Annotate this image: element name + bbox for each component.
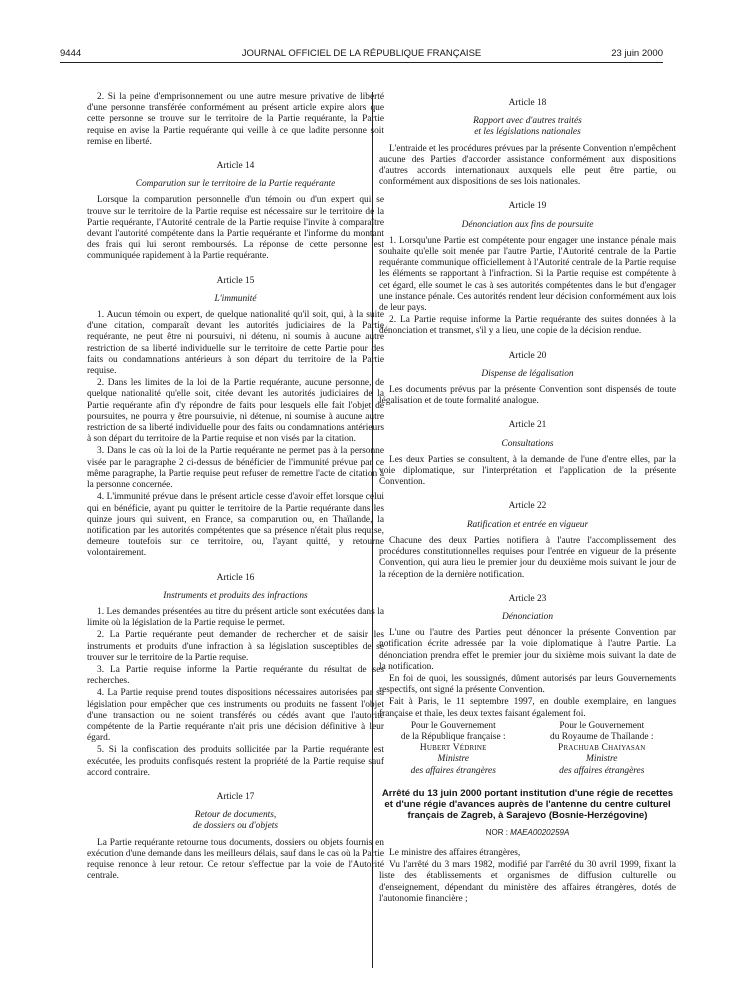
article-23-subtitle: Dénonciation (501, 611, 554, 622)
signature-thailand-title-1: Ministre (586, 754, 618, 765)
signature-block (379, 721, 676, 777)
article-19-subtitle: Dénonciation aux fins de poursuite (461, 219, 594, 230)
article-20-paragraph: Les documents prévus par la présente Convention sont dispensés de toute légalisation et de toute formalité analogue. (379, 385, 676, 407)
article-15-paragraph-3: 3. Dans le cas où la loi de la Partie requérante ne permet pas à la personne visée par le paragraphe 2 ci-dessus de bénéficier de l'immunité prévue par ce même paragraphe, la Partie requise peut refuser de remettre l'acte de citation à la personne concernée. (87, 446, 384, 491)
article-19-paragraph-1: 1. Lorsqu'une Partie est compétente pour engager une instance pénale mais souhaite qu'elle soit menée par l'autre Partie, l'Autorité centrale de la Partie requérante communique officiellement à l'Autorité centrale de la Partie requise les éléments se rapportant à l'infraction. Si la Partie requise est compétente à cet égard, elle soumet le cas à ses autorités compétentes dans le but d'engager une instance pénale. Ces autorités rendent leur décision conformément aux lois de leur pays. (379, 235, 676, 314)
article-16-paragraph-2: 2. La Partie requérante peut demander de rechercher et de saisir les instruments et produits d'une infraction à sa législation susceptibles de se trouver sur le territoire de la Partie requise. (87, 630, 384, 663)
signature-thailand-line-1: Pour le Gouvernement (559, 720, 645, 731)
article-18-paragraph: L'entraide et les procédures prévues par la présente Convention n'empêchent aucune des Parties d'accorder assistance conformément aux dispositions d'autres accords internationaux auxquels elle peut être partie, ou conformément aux dispositions de ses lois nationales. (379, 143, 676, 188)
article-21-paragraph: Les deux Parties se consultent, à la demande de l'une d'entre elles, par la voie diplomatique, sur l'interprétation et l'application de la présente Convention. (379, 454, 676, 488)
decree-nor-label: NOR : (485, 827, 508, 837)
article-16-paragraph-5: 5. Si la confiscation des produits sollicitée par la Partie requérante est exécutée, les produits confisqués restent la propriété de la Partie requise sauf accord contraire. (87, 745, 384, 778)
article-19-heading: Article 19 (508, 201, 547, 212)
article-14-subtitle: Comparution sur le territoire de la Partie requérante (135, 179, 336, 190)
article-23-paragraph-3: Fait à Paris, le 11 septembre 1997, en double exemplaire, en langues française et thaïe, les deux textes faisant également foi. (379, 697, 676, 719)
article-18-subtitle-line-1: Rapport avec d'autres traités (473, 116, 582, 127)
decree-nor (379, 827, 676, 838)
decree-nor-code: MAEA0020259A (510, 827, 570, 837)
article-16-paragraph-3: 3. La Partie requise informe la Partie requérante du résultat de ses recherches. (87, 664, 384, 687)
article-19-paragraph-2: 2. La Partie requise informe la Partie requérante des suites données à la dénonciation et transmet, s'il y a lieu, une copie de la décision rendue. (379, 315, 676, 337)
article-16-paragraph-4: 4. La Partie requise prend toutes dispositions nécessaires autorisées par sa législation pour empêcher que ces instruments ou produits ne fassent l'objet d'une transaction ou ne soient transférés ou cédés avant que l'autorité compétente de la Partie requérante n'ait pris une décision définitive à leur égard. (87, 688, 384, 744)
article-22-heading: Article 22 (508, 501, 547, 512)
article-17-heading: Article 17 (216, 791, 255, 802)
signature-france (379, 721, 528, 777)
signature-thailand-line-2: du Royaume de Thaïlande : (550, 731, 654, 742)
left-column (87, 92, 384, 883)
header-rule (60, 62, 663, 63)
article-15-subtitle: L'immunité (214, 293, 257, 304)
signature-france-line-2: de la République française : (400, 731, 506, 742)
article-22-subtitle: Ratification et entrée en vigueur (466, 519, 589, 530)
right-column (379, 92, 676, 906)
article-21-heading: Article 21 (508, 420, 547, 431)
article-21-subtitle: Consultations (501, 438, 554, 449)
article-16-heading: Article 16 (216, 572, 255, 583)
signature-thailand-title-2: des affaires étrangères (559, 765, 645, 776)
article-18-subtitle (379, 116, 676, 138)
signature-thailand-name: Prachuab Chaiyasan (558, 743, 646, 754)
article-17-subtitle-line-2: de dossiers ou d'objets (192, 821, 279, 832)
page-number: 9444 (60, 48, 82, 59)
decree-paragraph-2: Vu l'arrêté du 3 mars 1982, modifié par l'arrêté du 30 avril 1999, fixant la liste des établissements et organismes de diffusion culturelle ou d'enseignement, dépendant du ministère des affaires étrangères, dotés de l'autonomie financière ; (379, 860, 676, 904)
article-15-paragraph-2: 2. Dans les limites de la loi de la Partie requérante, aucune personne, de quelque nationalité qu'elle soit, citée devant les autorités judiciaires de la Partie requérante afin d'y répondre de faits pour lesquels elle fait l'objet de poursuites, ne pourra y être poursuivie, ni détenue, ni soumise à aucune autre restriction de sa liberté individuelle pour des faits ou condamnations antérieurs à son départ du territoire de la Partie requise et non visés par la citation. (87, 378, 384, 445)
article-18-heading: Article 18 (508, 98, 547, 108)
publication-date: 23 juin 2000 (611, 48, 663, 59)
decree-paragraph-1: Le ministre des affaires étrangères, (389, 847, 521, 858)
article-16-subtitle: Instruments et produits des infractions (163, 590, 308, 601)
signature-france-line-1: Pour le Gouvernement (410, 720, 496, 731)
article-16-paragraph-1: 1. Les demandes présentées au titre du présent article sont exécutées dans la limite où la législation de la Partie requise le permet. (87, 606, 384, 629)
article-15-paragraph-1: 1. Aucun témoin ou expert, de quelque nationalité qu'il soit, qui, à la suite d'une citation, comparaît devant les autorités judiciaires de la Partie requérante, ne peut être ni poursuivi, ni détenu, ni soumis à aucune autre restriction de sa liberté individuelle sur le territoire de cette Partie pour des faits ou condamnations antérieurs à son départ du territoire de la Partie requise. (87, 310, 384, 377)
article-14-heading: Article 14 (216, 161, 255, 172)
signature-thailand (528, 721, 677, 777)
article-14-paragraph: Lorsque la comparution personnelle d'un témoin ou d'un expert qui se trouve sur le territoire de la Partie requise est nécessaire sur le territoire de la Partie requérante, l'Autorité centrale de la Partie requise l'invite à comparaître devant l'autorité compétente dans la Partie requérante et l'informe du montant des frais qui lui seront remboursés. La réponse de cette personne est communiquée rapidement à la Partie requérante. (87, 195, 384, 262)
journal-title: JOURNAL OFFICIEL DE LA RÉPUBLIQUE FRANÇAISE (241, 48, 482, 59)
article-15-paragraph-4: 4. L'immunité prévue dans le présent article cesse d'avoir effet lorsque celui qui en bénéficie, ayant pu quitter le territoire de la Partie requérante dans les quinze jours qui suivent, en France, sa comparution ou, en Thaïlande, la notification par les autorités compétentes que sa présence n'était plus requise, demeure toutefois sur ce territoire, ou, l'ayant quitté, y retourne volontairement. (87, 492, 384, 559)
article-15-heading: Article 15 (216, 275, 255, 286)
article-23-heading: Article 23 (508, 593, 547, 604)
signature-france-name: Hubert Védrine (419, 743, 487, 754)
article-23-paragraph-1: L'une ou l'autre des Parties peut dénoncer la présente Convention par notification écrite adressée par la voie diplomatique à l'autre Partie. La dénonciation prendra effet le premier jour du sixième mois suivant la date de la notification. (379, 628, 676, 672)
decree-title: Arrêté du 13 juin 2000 portant institution d'une régie de recettes et d'une régie d'avances auprès de l'antenne du centre culturel français de Zagreb, à Sarajevo (Bosnie-Herzégovine) (381, 787, 674, 821)
article-18-subtitle-line-2: et les législations nationales (474, 127, 581, 138)
article-23-paragraph-2: En foi de quoi, les soussignés, dûment autorisés par leurs Gouvernements respectifs, ont signé la présente Convention. (379, 673, 676, 696)
article-20-heading: Article 20 (508, 350, 547, 361)
article-17-paragraph: La Partie requérante retourne tous documents, dossiers ou objets fournis en exécution d'une demande dans les meilleurs délais, sauf dans le cas où la Partie requise renonce à leur retour. Ce retour s'effectue par la voie de l'Autorité centrale. (87, 837, 384, 882)
article-17-subtitle-line-1: Retour de documents, (194, 810, 277, 821)
article-17-subtitle (87, 810, 384, 832)
intro-paragraph: 2. Si la peine d'emprisonnement ou une autre mesure privative de liberté d'une personne transférée conformément au présent article expire alors que cette personne se trouve sur le territoire de la Partie requérante, la Partie requise en avise la Partie requérante qui veille à ce que ladite personne soit remise en liberté. (87, 92, 384, 147)
article-22-paragraph: Chacune des deux Parties notifiera à l'autre l'accomplissement des procédures constitutionnelles requises pour l'entrée en vigueur de la présente Convention, qui aura lieu le premier jour du deuxième mois suivant le jour de la réception de la dernière notification. (379, 535, 676, 580)
article-20-subtitle: Dispense de légalisation (481, 368, 574, 379)
signature-france-title-1: Ministre (437, 754, 469, 765)
signature-france-title-2: des affaires étrangères (410, 765, 496, 776)
